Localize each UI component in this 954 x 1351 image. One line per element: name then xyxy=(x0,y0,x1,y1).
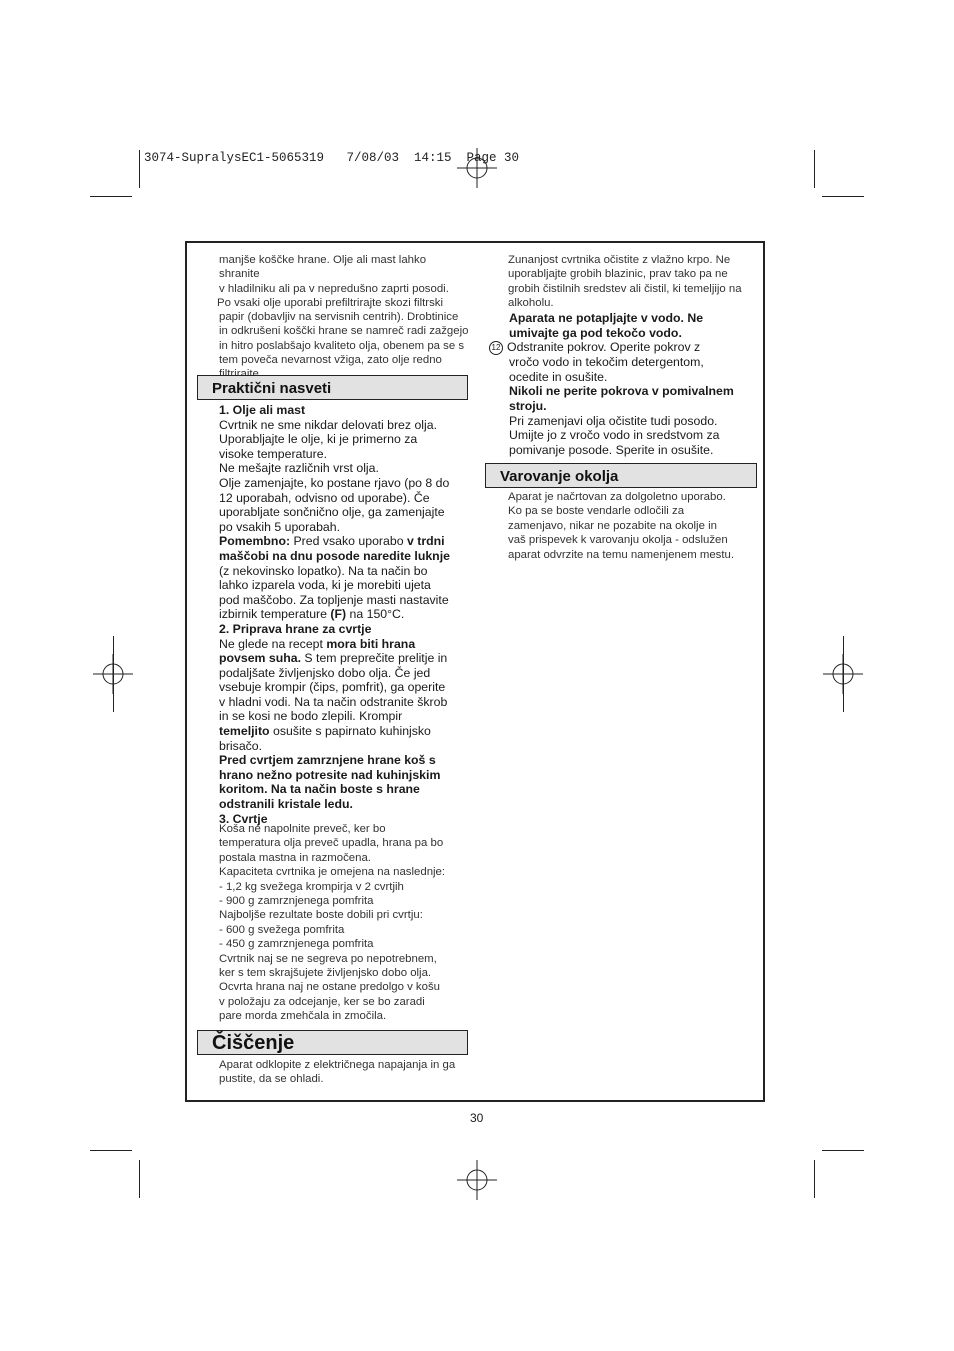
important-note: Pomembno: Pred vsako uporabo v trdni xyxy=(219,534,445,549)
crop-mark xyxy=(843,636,844,712)
clean-steps: Aparata ne potapljajte v vodo. Ne umivajte ga pod tekočo vodo. 12 Odstranite pokrov. Operite pokrov z vročo vodo in tekočim detergentom, ocedite in osušite. Nikoli ne perite pokrova v pomivalnem stroju. Pri zamenjavi olja očistite tudi posodo. Umijte jo z vročo vodo in sredstvom za pomivanje posode. Sperite in osušite. xyxy=(509,311,764,457)
fry-title: 3. Cvrtje xyxy=(219,811,268,826)
registration-mark-icon xyxy=(457,148,497,188)
oil-title: 1. Olje ali mast xyxy=(219,403,306,417)
page-number: 30 xyxy=(470,1111,484,1125)
crop-mark xyxy=(814,150,815,188)
registration-mark-icon xyxy=(457,1160,497,1200)
prep-title: 2. Priprava hrane za cvrtje xyxy=(219,621,372,636)
crop-mark xyxy=(822,1150,864,1151)
environment-text: Aparat je načrtovan za dolgoletno uporabo. Ko pa se boste vendarle odločili za zamenjavo, nikar ne pozabite na okolje in vaš prispevek k varovanju okolja - odslužen aparat odvrzite na temu namenjenem mestu. xyxy=(508,491,735,561)
intro-text: manjše koščke hrane. Olje ali mast lahko shranite v hladilniku ali pa v nepredušno zaprti posodi. Po vsaki olje uporabi prefiltrirajte skozi filtrski papir (dobavljiv na servisnih centrih). Drobtinice in odkrušeni koščki hrane se namreč radi zažgejo in hitro poslabšajo kvaliteto olja, obenem pa se s tem poveča nevarnost vžiga, zato olje redno xyxy=(217,254,469,367)
crop-mark xyxy=(90,196,132,197)
cleaning-heading: Čiščenje xyxy=(197,1030,468,1055)
crop-mark xyxy=(139,1160,140,1198)
tips-body: 1. Olje ali mast Cvrtnik ne sme nikdar delovati brez olja. Uporabljajte le olje, ki je primerno za visoke temperature. Ne mešajte različnih vrst olja. Olje zamenjajte, ko postane rjavo (po 8 do 12 uporabah, odvisno od uporabe). Če uporabljate sončnično olje, ga zamenjajte po vsakih 5 uporabah. Pomembno: Pred vsako uporabo v trdni maščobi na dnu posode naredite luknje (z nekovinsko lopatko). Na ta način bo lahko izparela voda, ki je morebiti ujeta pod maščobo. Za topljenje masti nastavite izbirnik temperature (F) na 150°C. 2. Priprava hrane za cvrtje Ne glede na recept mora biti hrana povsem suha. S tem preprečite prelitje in podaljšate življenjsko dobo olja. Če jed vsebuje krompir (čips, pomfrit), ga operite v hladni vodi. Na ta način odstranite škrob in se kosi ne bodo zlepili. Krompir temeljito osušite s papirnato kuhinjsko brisačo. Pred cvrtjem zamrznjene hrane koš s hrano nežno potresite nad kuhinjskim koritom. Na ta način boste s hrane odstranili kristale ledu. 3. Cvrtje xyxy=(219,403,479,826)
fry-body: Koša ne napolnite preveč, ker bo temperatura olja preveč upadla, hrana pa bo postala mastna in razmočena. Kapaciteta cvrtnika je omejena na naslednje: - 1,2 kg svežega krompirja v 2 cvrtjih - 900 g zamrznjenega pomfrita Najboljše rezultate boste dobili pri cvrtju: - 600 g svežega pomfrita - 450 g zamrznjenega pomfrita Cvrtnik naj se ne segreva po nepotrebnem, ker s tem skrajšujete življenjsko dobo olja. Ocvrta hrana naj ne ostane predolgo v košu v položaju za odcejanje, ker se bo zaradi pare morda zmehčala in zmočila. xyxy=(219,823,446,1023)
print-slug: 3074-SupralysEC1-5065319 7/08/03 14:15 Page 30 xyxy=(144,151,520,165)
environment-heading: Varovanje okolja xyxy=(485,463,757,488)
crop-mark xyxy=(822,196,864,197)
crop-mark xyxy=(90,1150,132,1151)
clean-exterior-text: Zunanjost cvrtnika očistite z vlažno krpo. Ne uporabljajte grobih blazinic, prav tako pa ne grobih čistilnih sredstev ali čistil, ki temeljijo na alkoholu. xyxy=(508,254,742,310)
crop-mark xyxy=(113,636,114,712)
cleaning-intro: Aparat odklopite z električnega napajanja in ga pustite, da se ohladi. xyxy=(219,1059,456,1086)
tips-heading: Praktični nasveti xyxy=(197,375,468,400)
step-number-icon: 12 xyxy=(489,341,503,355)
crop-mark xyxy=(139,150,140,188)
crop-mark xyxy=(814,1160,815,1198)
